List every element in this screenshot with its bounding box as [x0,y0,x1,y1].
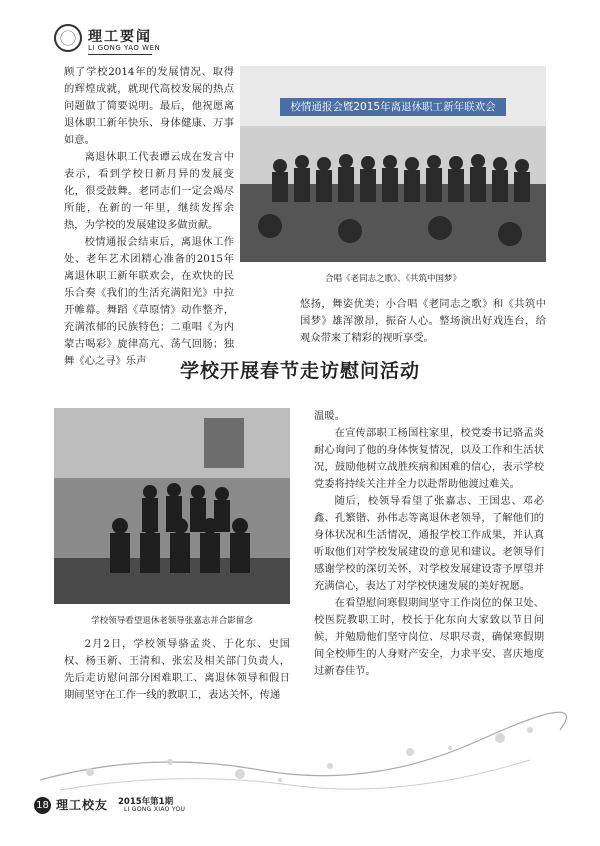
article1-right-column [300,296,546,347]
article1-paragraph: 离退休职工代表谭云成在发言中表示，看到学校日新月异的发展变化，很受鼓舞。老同志们一定会竭尽所能，在新的一年里，继续发挥余热，为学校的发展建设多做贡献。 [64,151,234,231]
event-banner: 校情通报会暨2015年离退休职工新年联欢会 [280,98,506,116]
chorus-photo-image [240,66,546,262]
article2-paragraph: 温暖。 [314,410,345,422]
article1-paragraph: 校情通报会结束后，离退休工作处、老年艺术团精心准备的2015年离退休职工新年联欢会，在欢快的民乐合奏《我们的生活充满阳光》中拉开帷幕。舞蹈《草原情》动作整齐，充满浓郁的民族特色；二重唱《为内蒙古喝彩》旋律高亢、荡气回肠；独舞《心之寻》乐声 [64,236,234,367]
page-number: 18 [34,797,51,814]
visit-photo-image [54,408,290,604]
article2-paragraph: 在宣传部职工杨国柱家里，校党委书记骆孟炎耐心询问了他的身体恢复情况，以及工作和生活状况，鼓励他树立战胜疾病和困难的信心，表示学校党委将持续关注并全力以赴帮助他渡过难关。 [314,427,544,490]
article2-title: 学校开展春节走访慰问活动 [179,360,420,382]
chorus-photo [240,66,546,262]
article1-paragraph: 悠扬，舞姿优美；小合唱《老同志之歌》和《共筑中国梦》雄浑激昂，振奋人心。整场演出好戏连台，给观众带来了精彩的视听享受。 [300,298,546,344]
section-title: 理工要闻 [88,29,152,45]
article2-paragraph: 2月2日，学校领导骆孟炎、于化东、史国权、杨玉新、王清和、张宏及相关部门负责人，先后走访慰问部分困难职工、离退休领导和假日期间坚守在工作一线的教职工，表达关怀，传递 [64,638,290,701]
magazine-name: 理工校友 [56,798,109,812]
school-seal-logo [54,24,82,52]
header-rule [88,54,152,55]
article1-left-column [64,64,234,370]
issue-label: 2015年第1期 [118,797,174,807]
article2-paragraph: 在看望慰问寒假期间坚守工作岗位的保卫处、校医院教职工时，校长于化东向大家致以节日问候，并勉励他们坚守岗位、尽职尽责，确保寒假期间全校师生的人身财产安全，力求平安、喜庆地度过新春佳节。 [314,597,544,677]
floral-decoration [30,700,570,800]
article1-paragraph: 顾了学校2014年的发展情况、取得的辉煌成就，就现代高校发展的热点问题做了简要说明。最后，他祝愿离退休职工新年快乐、身体健康、万事如意。 [64,66,234,146]
article2-paragraph: 随后，校领导看望了张嘉志、王国忠、邓必鑫、孔繁锴、孙伟志等离退休老领导，了解他们的身体状况和生活情况，通报学校工作成果，并认真听取他们对学校发展建设的意见和建议。老领导们感谢学校的深切关怀，对学校发展建设寄予厚望并充满信心，表达了对学校快速发展的美好祝愿。 [314,495,544,592]
visit-photo [54,408,290,604]
magazine-name-pinyin: LI GONG XIAO YOU [124,806,186,813]
visit-photo-caption: 学校领导看望退休老领导张嘉志并合影留念 [91,616,253,626]
article2-left-column [64,636,290,704]
chorus-photo-caption: 合唱《老同志之歌》、《共筑中国梦》 [324,274,461,284]
section-title-pinyin: LI GONG YAO WEN [88,44,161,52]
article2-right-column [314,408,544,680]
